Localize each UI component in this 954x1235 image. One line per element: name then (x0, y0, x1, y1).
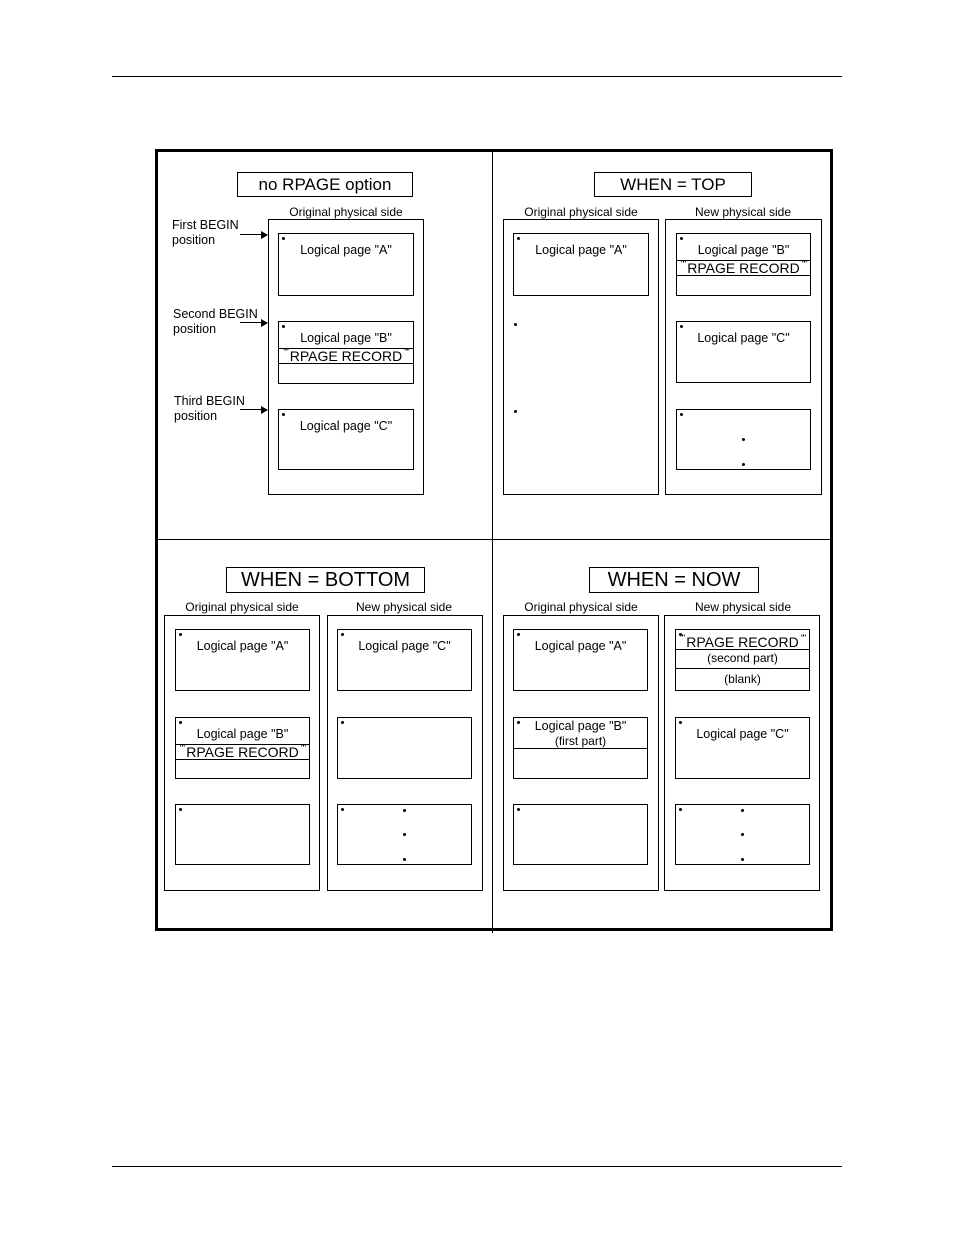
page-break-line (514, 748, 647, 749)
quote-close: "" (300, 743, 306, 753)
rpage-record-row (676, 634, 809, 650)
header-rule (112, 76, 842, 77)
rpage-record-label: RPAGE RECORD (186, 744, 299, 760)
rpage-record-row (677, 260, 810, 276)
page-origin-dot (517, 237, 520, 240)
page-origin-dot (179, 633, 182, 636)
record-divider (676, 668, 809, 669)
rpage-record-label: RPAGE RECORD (289, 348, 403, 364)
q4-page-c (675, 717, 810, 779)
continuation-dot (403, 833, 406, 836)
page-origin-dot (517, 633, 520, 636)
q4-page-next (675, 804, 810, 865)
q4-page-a (513, 629, 648, 691)
vertical-divider (492, 149, 493, 933)
quote-open: "" (679, 632, 685, 643)
record-second-part: (second part) (707, 651, 778, 665)
page-label: Logical page "C" (299, 419, 393, 433)
q3-page-next (337, 804, 472, 865)
continuation-dot (742, 438, 745, 441)
page-label: Logical page "C" (696, 727, 789, 741)
q2-page-a (513, 233, 649, 296)
q4-original-side-label: Original physical side (524, 600, 638, 614)
third-begin-note: Third BEGIN position (174, 394, 245, 423)
rpage-record-row (279, 348, 413, 364)
continuation-dot (403, 858, 406, 861)
q3-page-b (175, 717, 310, 779)
page-origin-dot (680, 237, 683, 240)
page-origin-dot (680, 413, 683, 416)
page-label: Logical page "C" (358, 639, 451, 653)
page-label: Logical page "A" (196, 639, 289, 653)
q4-page-record (675, 629, 810, 691)
title-when-top: WHEN = TOP (594, 172, 752, 197)
page-origin-dot (341, 808, 344, 811)
page-origin-dot (179, 808, 182, 811)
continuation-dot (741, 833, 744, 836)
quote-close: "" (404, 347, 409, 357)
page-origin-dot (282, 325, 285, 328)
page-origin-dot (679, 808, 682, 811)
q3-page-empty (175, 804, 310, 865)
q4-new-side-label: New physical side (694, 600, 792, 614)
continuation-dot (741, 858, 744, 861)
page-label: Logical page "B" (534, 719, 627, 733)
page-label: Logical page "A" (535, 243, 627, 257)
rpage-record-label: RPAGE RECORD (686, 633, 799, 650)
page-origin-dot (179, 721, 182, 724)
first-begin-arrow (240, 234, 267, 235)
empty-page-dot (514, 410, 517, 413)
q2-page-next (676, 409, 811, 470)
second-begin-arrow (240, 322, 267, 323)
q1-page-c (278, 409, 414, 470)
page-label: Logical page "A" (534, 639, 627, 653)
quote-open: "" (179, 743, 185, 753)
page-label: Logical page "B" (300, 331, 392, 345)
title-when-now: WHEN = NOW (589, 567, 759, 593)
q2-page-c (676, 321, 811, 383)
page-origin-dot (341, 633, 344, 636)
third-begin-arrow (240, 409, 267, 410)
q4-page-b-first-part (513, 717, 648, 779)
page-origin-dot (282, 237, 285, 240)
page-label: Logical page "C" (697, 331, 790, 345)
q3-new-side-label: New physical side (355, 600, 453, 614)
q4-page-empty (513, 804, 648, 865)
q3-page-a (175, 629, 310, 691)
q2-new-side-label: New physical side (694, 205, 792, 219)
page-origin-dot (517, 808, 520, 811)
continuation-dot (741, 809, 744, 812)
continuation-dot (742, 463, 745, 466)
page-origin-dot (341, 721, 344, 724)
continuation-dot (403, 809, 406, 812)
page-sublabel: (first part) (554, 734, 607, 748)
q2-page-b (676, 233, 811, 296)
title-no-rpage: no RPAGE option (237, 172, 413, 197)
quote-open: "" (283, 347, 288, 357)
first-begin-note: First BEGIN position (172, 218, 239, 247)
q1-page-b (278, 321, 414, 384)
page-origin-dot (680, 325, 683, 328)
footer-rule (112, 1166, 842, 1167)
empty-page-dot (514, 323, 517, 326)
q1-original-side-label: Original physical side (289, 205, 403, 219)
rpage-record-row (176, 744, 309, 760)
rpage-record-label: RPAGE RECORD (687, 260, 800, 276)
title-when-bottom: WHEN = BOTTOM (226, 567, 425, 593)
q3-page-empty-new (337, 717, 472, 779)
page-label: Logical page "B" (697, 243, 790, 257)
quote-close: "" (800, 632, 806, 643)
q3-original-side-label: Original physical side (185, 600, 299, 614)
q1-page-a (278, 233, 414, 296)
record-blank: (blank) (724, 672, 761, 686)
quote-open: "" (680, 259, 686, 269)
quote-close: "" (801, 259, 807, 269)
q2-original-side-label: Original physical side (524, 205, 638, 219)
second-begin-note: Second BEGIN position (173, 307, 258, 336)
page-label: Logical page "A" (300, 243, 392, 257)
page-origin-dot (282, 413, 285, 416)
q3-page-c (337, 629, 472, 691)
horizontal-divider (157, 539, 831, 540)
page-label: Logical page "B" (196, 727, 289, 741)
page-origin-dot (679, 721, 682, 724)
